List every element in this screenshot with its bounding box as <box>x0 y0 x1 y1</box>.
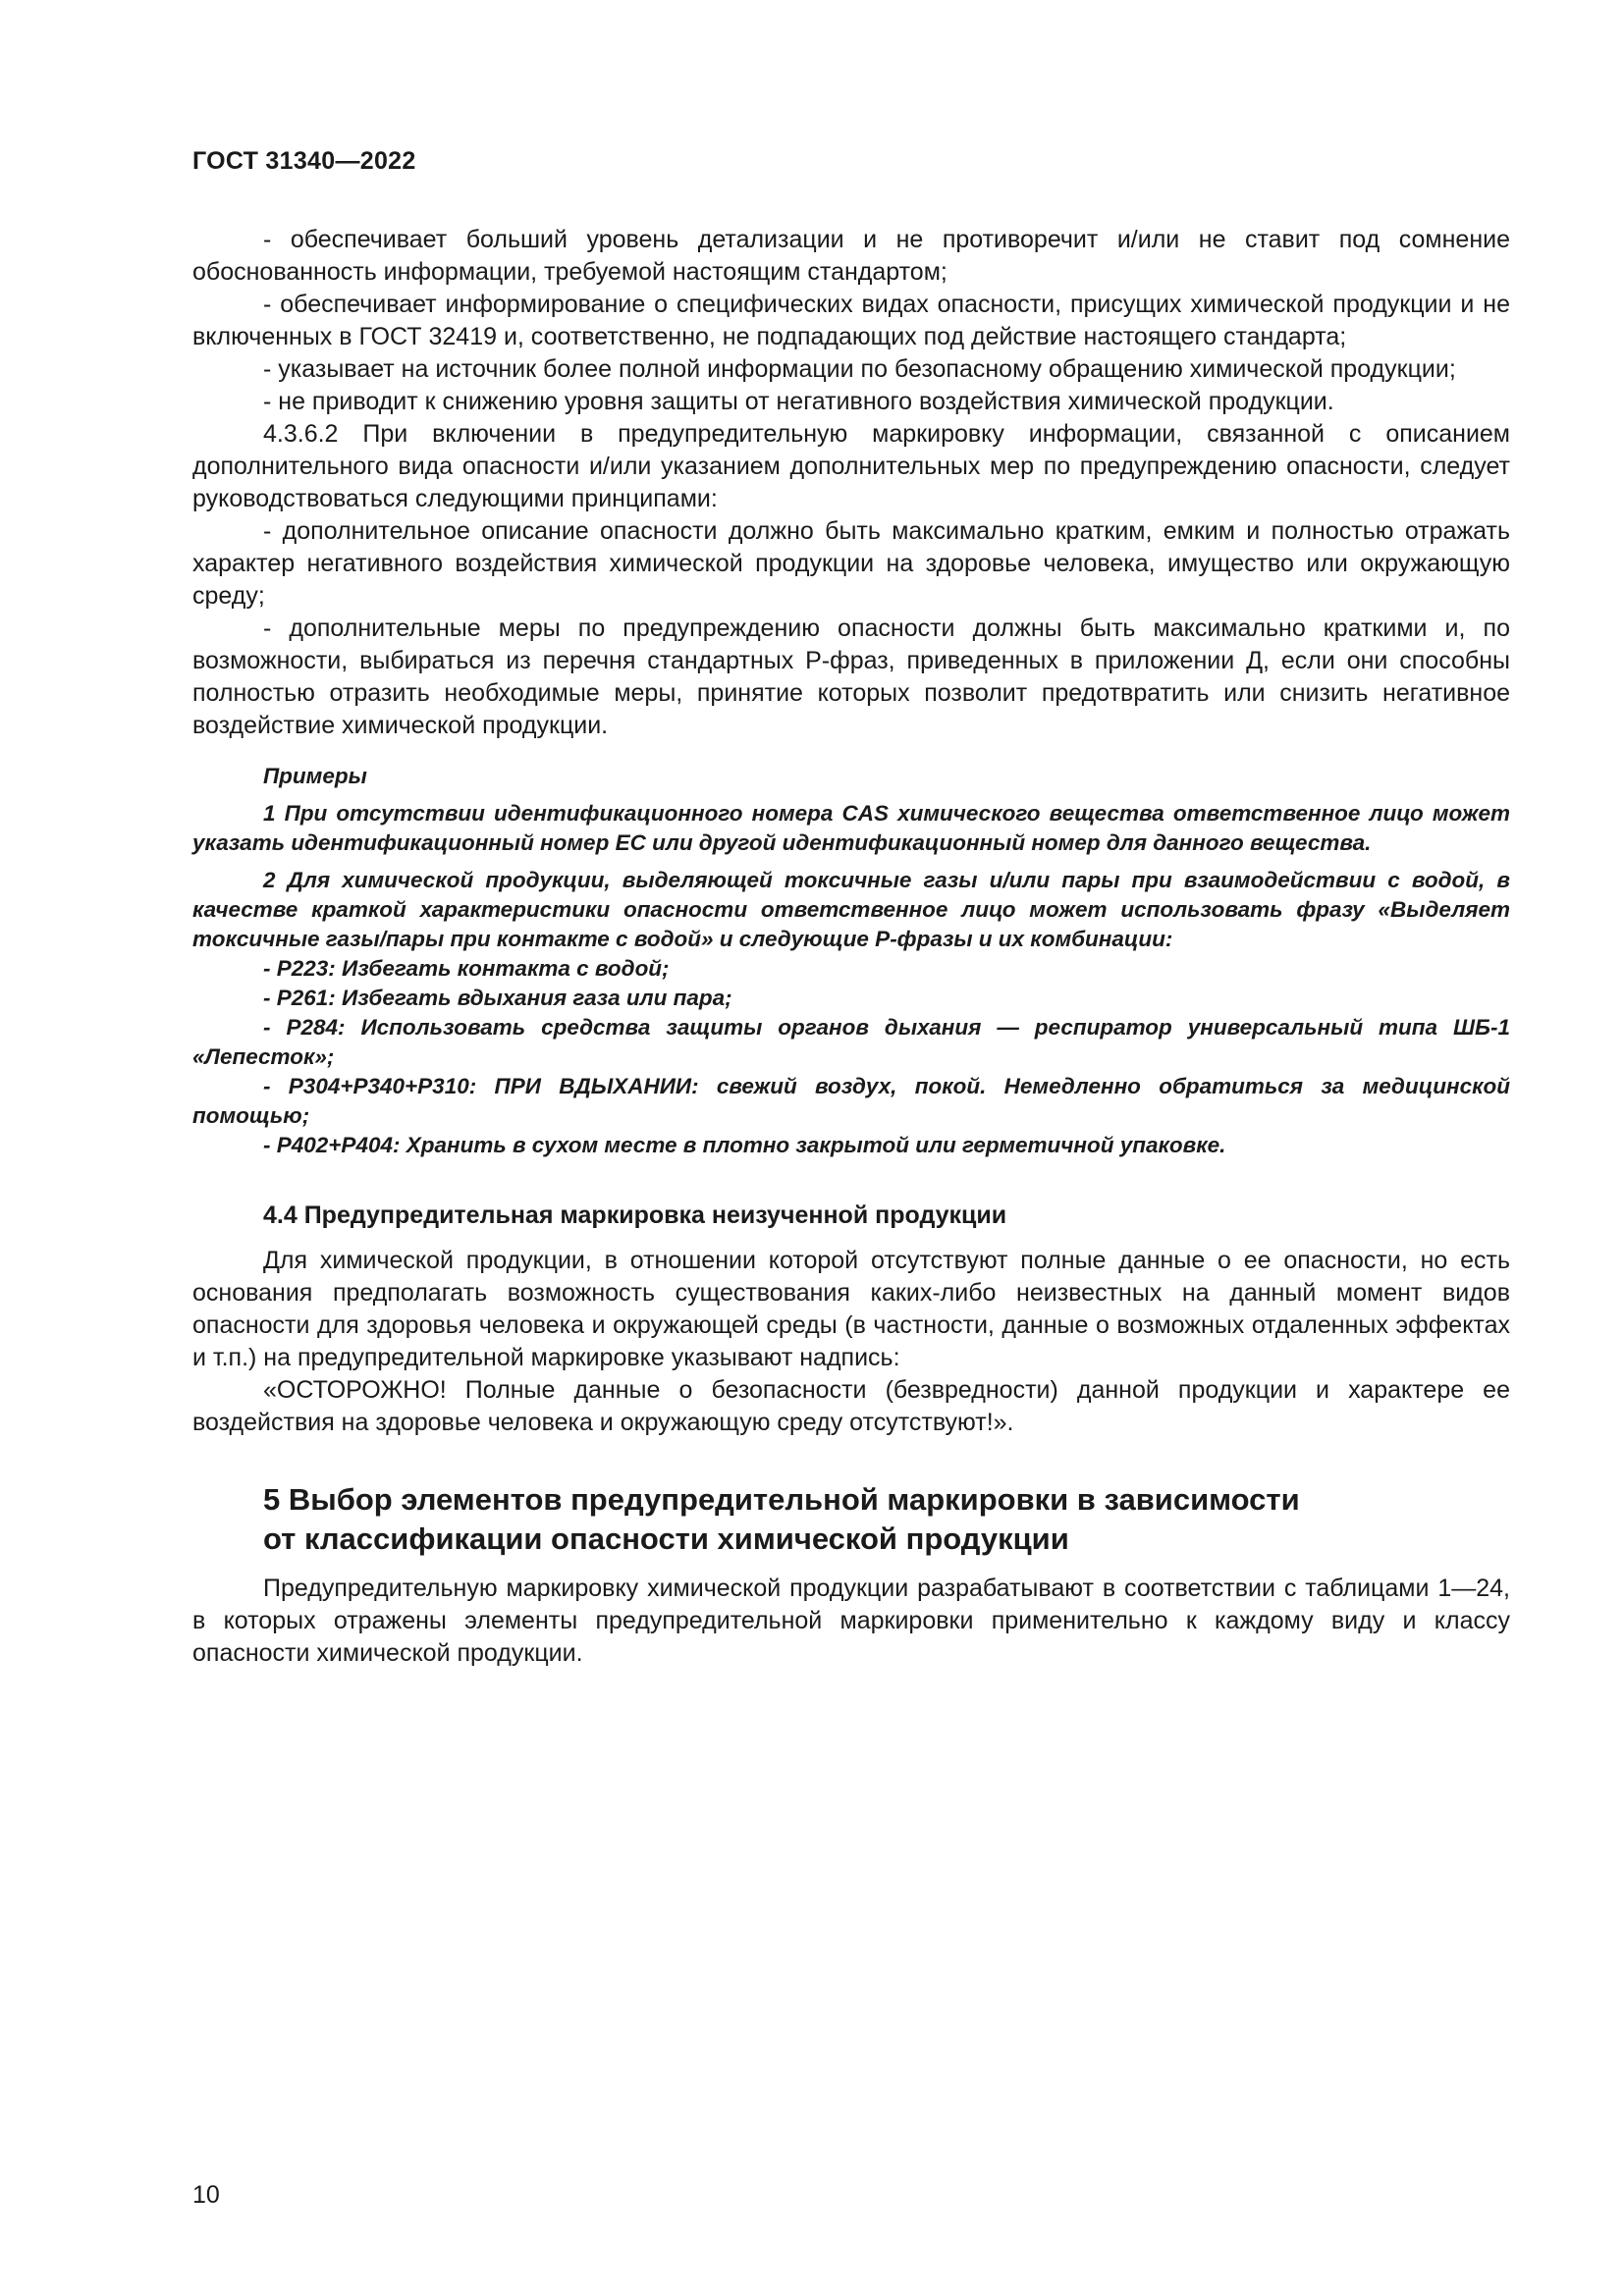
example-1: 1 При отсутствии идентификационного номера CAS химического вещества ответственное лицо может указать идентификационный номер EC или другой идентификационный номер для данного вещества. <box>192 801 1510 855</box>
examples-title: Примеры <box>263 764 367 788</box>
p-phrase-item: - P261: Избегать вдыхания газа или пара; <box>263 986 732 1010</box>
warning-text-paragraph: «ОСТОРОЖНО! Полные данные о безопасности (безвредности) данной продукции и характере ее воздействия на здоровье человека и окружающую среду отсутствуют!». <box>192 1376 1510 1436</box>
example-2: 2 Для химической продукции, выделяющей токсичные газы и/или пары при взаимодействии с водой, в качестве краткой характеристики опасности ответственное лицо может использовать фразу «Выделяет токсичные газы/пары при контакте с водой» и следующие P-фразы и их комбинации: <box>192 868 1510 951</box>
paragraph: Для химической продукции, в отношении которой отсутствуют полные данные о ее опасности, но есть основания предполагать возможность существования каких-либо неизвестных на данный момент видов опасности для здоровья человека и окружающей среды (в частности, данные о возможных отдаленных эффектах и т.п.) на предупредительной маркировке указывают надпись: <box>192 1247 1510 1371</box>
p-phrase-item: - P284: Использовать средства защиты органов дыхания — респиратор универсальный типа ШБ-1 «Лепесток»; <box>192 1015 1510 1069</box>
paragraph: - обеспечивает информирование о специфических видах опасности, присущих химической продукции и не включенных в ГОСТ 32419 и, соответственно, не подпадающих под действие настоящего стандарта; <box>192 291 1510 350</box>
document-code: ГОСТ 31340—2022 <box>192 147 416 175</box>
paragraph: - указывает на источник более полной информации по безопасному обращению химической продукции; <box>263 355 1456 383</box>
page-number: 10 <box>192 2181 220 2209</box>
paragraph: Предупредительную маркировку химической продукции разрабатывают в соответствии с таблицами 1—24, в которых отражены элементы предупредительной маркировки применительно к каждому виду и классу опасности химической продукции. <box>192 1575 1510 1667</box>
paragraph: - обеспечивает больший уровень детализации и не противоречит и/или не ставит под сомнение обоснованность информации, требуемой настоящим стандартом; <box>192 226 1510 286</box>
page-body <box>192 224 1510 1670</box>
section-5-heading-line-1: 5 Выбор элементов предупредительной маркировки в зависимости <box>263 1482 1300 1517</box>
paragraph: - дополнительные меры по предупреждению опасности должны быть максимально краткими и, по возможности, выбираться из перечня стандартных P-фраз, приведенных в приложении Д, если они способны полностью отразить необходимые меры, принятие которых позволит предотвратить или снизить негативное воздействие химической продукции. <box>192 614 1510 739</box>
paragraph: - не приводит к снижению уровня защиты от негативного воздействия химической продукции. <box>263 388 1334 415</box>
section-5-heading-line-2: от классификации опасности химической продукции <box>263 1522 1069 1556</box>
p-phrase-item: - P223: Избегать контакта с водой; <box>263 956 670 981</box>
section-4-4-heading: 4.4 Предупредительная маркировка неизученной продукции <box>263 1201 1007 1229</box>
clause-4-3-6-2: 4.3.6.2 При включении в предупредительную маркировку информации, связанной с описанием дополнительного вида опасности и/или указанием дополнительных мер по предупреждению опасности, следует руководствоваться следующими принципами: <box>192 420 1510 512</box>
section-5-heading <box>192 1480 1510 1559</box>
p-phrase-item: - P402+P404: Хранить в сухом месте в плотно закрытой или герметичной упаковке. <box>263 1133 1226 1157</box>
paragraph: - дополнительное описание опасности должно быть максимально кратким, емким и полностью отражать характер негативного воздействия химической продукции на здоровье человека, имущество или окружающую среду; <box>192 517 1510 610</box>
p-phrase-item: - P304+P340+P310: ПРИ ВДЫХАНИИ: свежий воздух, покой. Немедленно обратиться за медицинской помощью; <box>192 1074 1510 1128</box>
